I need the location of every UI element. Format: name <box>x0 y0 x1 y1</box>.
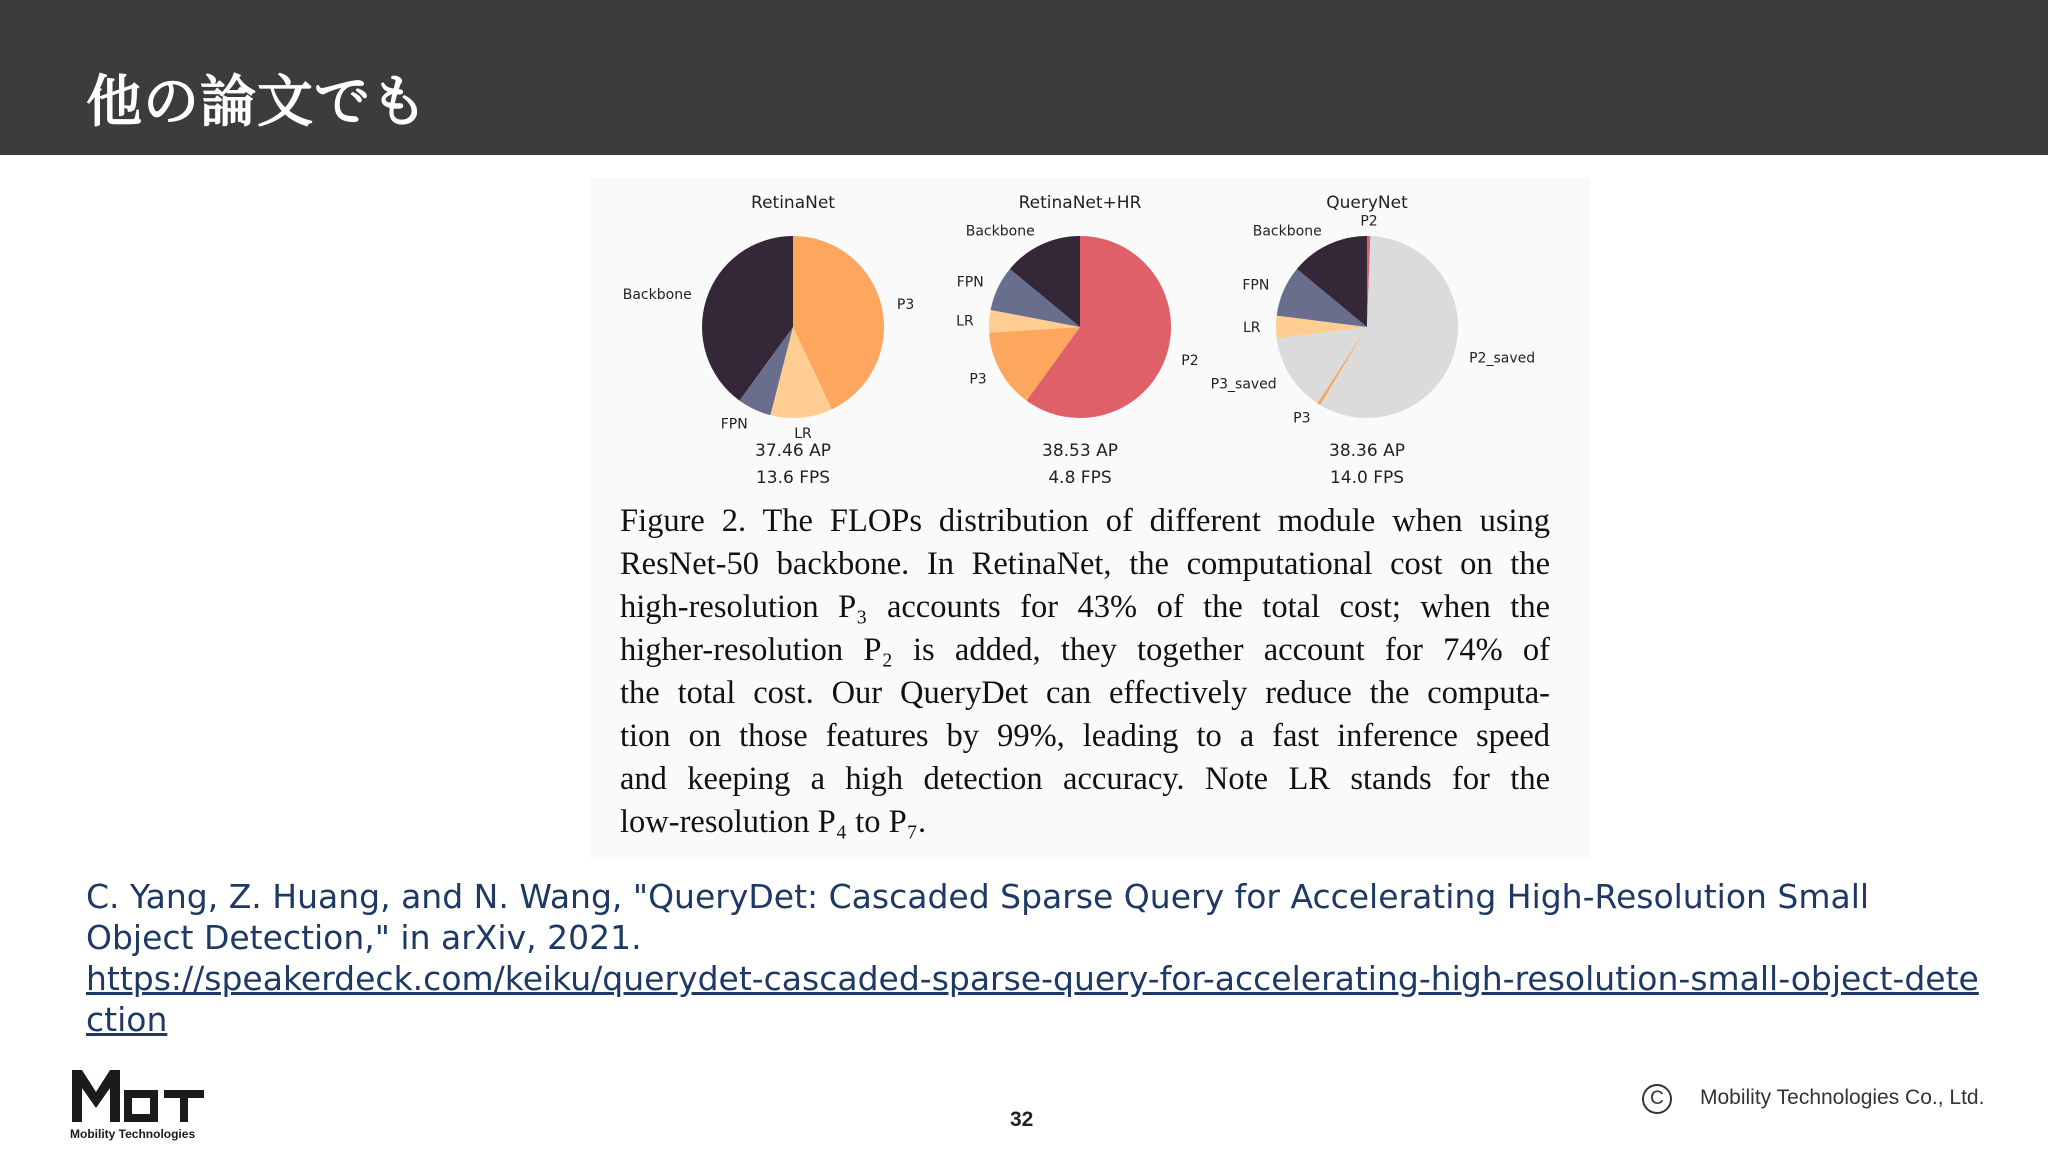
caption-line: the total cost. Our QueryDet can effectively reduce the computa- <box>620 675 1550 711</box>
caption-line: tion on those features by 99%, leading to a fast inference speed <box>620 718 1550 754</box>
pie-label-lr: LR <box>1242 320 1261 336</box>
caption-line: Figure 2. The FLOPs distribution of different module when using <box>620 503 1550 539</box>
figure-caption <box>620 500 1550 844</box>
citation-link[interactable]: https://speakerdeck.com/keiku/querydet-cascaded-sparse-query-for-accelerating-high-resolution-small-object-detection <box>86 959 1979 1039</box>
logo-m <box>72 1070 120 1122</box>
pie-ap-label: 38.36 AP <box>1329 441 1405 461</box>
pie-ap-label: 37.46 AP <box>755 441 831 461</box>
company-name: Mobility Technologies Co., Ltd. <box>1700 1086 1985 1109</box>
caption-line: low-resolution P₄ to P₇. <box>620 804 927 840</box>
pie-label-fpn: FPN <box>956 274 984 291</box>
pie-label-p2: P2 <box>1181 352 1199 369</box>
pie-label-p3: P3 <box>896 296 915 313</box>
pie-label-fpn: FPN <box>720 416 748 433</box>
pie-title: QueryNet <box>1326 193 1408 213</box>
pie-chart-querynet <box>1211 193 1535 488</box>
pie-fps-label: 13.6 FPS <box>755 468 831 488</box>
pie-label-p3: P3 <box>1293 410 1311 427</box>
pie-label-backbone: Backbone <box>965 223 1035 240</box>
pie-chart-retinanet <box>623 193 914 488</box>
pie-ap-label: 38.53 AP <box>1042 441 1118 461</box>
pie-label-backbone: Backbone <box>622 287 692 304</box>
pie-fps-label: 4.8 FPS <box>1048 468 1112 488</box>
pie-title: RetinaNet+HR <box>1018 193 1142 213</box>
pie-label-p3-saved: P3_saved <box>1210 376 1277 393</box>
caption-line: ResNet-50 backbone. In RetinaNet, the computational cost on the <box>620 546 1550 582</box>
pie-fps-label: 14.0 FPS <box>1329 468 1405 488</box>
caption-line: and keeping a high detection accuracy. Note LR stands for the <box>620 761 1550 797</box>
logo-subtitle: Mobility Technologies <box>70 1127 196 1141</box>
citation <box>86 876 1986 1040</box>
figure-panel <box>590 178 1590 858</box>
pie-label-p2-saved: P2_saved <box>1469 350 1536 367</box>
pie-label-backbone: Backbone <box>1252 223 1322 240</box>
caption-line: higher-resolution P₂ is added, they together account for 74% of <box>620 632 1550 668</box>
pie-label-lr: LR <box>956 313 974 330</box>
slide-title: 他の論文でも <box>86 70 428 135</box>
pie-title: RetinaNet <box>751 193 835 213</box>
caption-line: high-resolution P₃ accounts for 43% of the total cost; when the <box>620 589 1550 625</box>
pie-label-p3: P3 <box>969 371 987 388</box>
title-bar <box>0 0 2048 155</box>
pie-charts <box>590 178 1590 500</box>
pie-label-fpn: FPN <box>1242 277 1270 294</box>
pie-label-p2: P2 <box>1360 213 1378 230</box>
logo-t <box>164 1090 204 1122</box>
copyright-icon: C <box>1642 1084 1672 1114</box>
citation-text: C. Yang, Z. Huang, and N. Wang, "QueryDet: Cascaded Sparse Query for Accelerating High-Resolution Small Object Detection," in arXiv, 2021. <box>86 877 1870 957</box>
pie-chart-retinanet-hr <box>956 193 1198 488</box>
logo-o <box>124 1090 158 1122</box>
pie-label-lr: LR <box>794 426 812 442</box>
page-number: 32 <box>1010 1108 1034 1131</box>
